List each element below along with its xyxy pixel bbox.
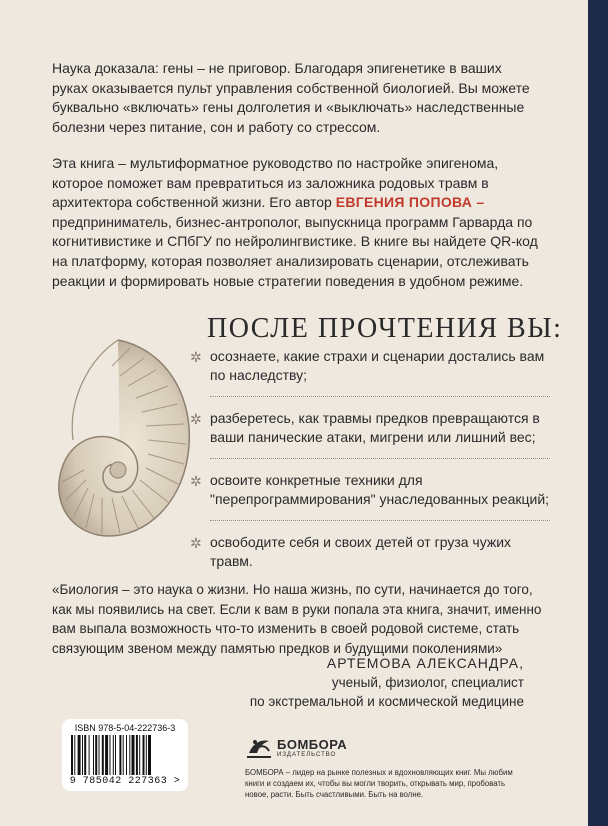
benefits-heading: ПОСЛЕ ПРОЧТЕНИЯ ВЫ: — [207, 313, 563, 344]
intro-paragraph-2-start: Эта книга – мультиформатное руководство по настройке эпигенома, которое поможет вам превратиться из заложника родовых травм в архитектора собственной жизни. Его автор — [52, 155, 499, 211]
cover-edge — [588, 0, 608, 826]
intro-paragraph-2 — [52, 154, 540, 291]
benefits-list — [190, 347, 550, 595]
bombora-logo — [245, 733, 273, 761]
isbn-label: ISBN 978-5-04-222736-3 — [74, 723, 176, 733]
quote-attribution — [250, 654, 524, 711]
author-name: ЕВГЕНИЯ ПОПОВА – — [335, 194, 485, 211]
quote-author-role-2: по экстремальной и космической медицине — [249, 694, 524, 709]
quote-author-role-1: ученый, физиолог, специалист — [331, 675, 524, 690]
intro-paragraph-2-end: предприниматель, бизнес-антрополог, выпускница программ Гарварда по когнитивистике и СПбГУ по нейролингвистике. В книге вы найдете QR-код на платформу, которая позволяет анализировать сценарии, отслеживать реакции и формировать новые стратегии поведения в удобном режиме. — [52, 213, 538, 289]
intro-paragraph-1: Наука доказала: гены – не приговор. Благодаря эпигенетике в ваших руках оказывается пульт управления собственной биологией. Вы можете буквально «включать» гены долголетия и «выключать» наследственные болезни через питание, сон и работу со стрессом. — [52, 60, 530, 135]
testimonial-quote: «Биология – это наука о жизни. Но наша жизнь, по сути, начинается до того, как мы появились на свет. Если к вам в руки попала эта книга, значит, именно вам выпала возможность что-то изменить в своей родовой системе, стать связующим звеном между памятью предков и будущими поколениями» — [52, 582, 542, 656]
quote-author-name: АРТЕМОВА АЛЕКСАНДРА, — [326, 655, 524, 671]
list-item — [190, 409, 550, 459]
barcode-number: 9 785042 227363 > — [69, 776, 181, 787]
publisher-subtitle: ИЗДАТЕЛЬСТВО — [277, 752, 337, 758]
list-item — [190, 347, 550, 397]
bullet-text: освободите себя и своих детей от груза чужих травм. — [210, 534, 512, 569]
bullet-text: освоите конкретные техники для "перепрограммирования" унаследованных реакций; — [210, 472, 550, 507]
publisher-name: БОМБОРА — [277, 737, 348, 752]
snowflake-bullet-icon: ✲ — [190, 349, 202, 365]
snowflake-bullet-icon: ✲ — [190, 535, 202, 551]
bullet-text: разберетесь, как травмы предков превращаются в ваши панические атаки, мигрени или лишний вес; — [210, 410, 540, 445]
bullet-text: осознаете, какие страхи и сценарии достались вам по наследству; — [210, 348, 545, 383]
publisher-description: БОМБОРА – лидер на рынке полезных и вдохновляющих книг. Мы любим книги и создаем их, чтобы вы могли творить, открывать мир, пробовать новое, расти. Быть счастливыми. Быть на волне. — [245, 768, 513, 799]
snowflake-bullet-icon: ✲ — [190, 473, 202, 489]
list-item — [190, 471, 550, 521]
list-item — [190, 533, 550, 583]
snowflake-bullet-icon: ✲ — [190, 411, 202, 427]
barcode-block — [62, 719, 188, 791]
barcode — [71, 735, 179, 775]
ammonite-shell-illustration — [48, 330, 198, 550]
